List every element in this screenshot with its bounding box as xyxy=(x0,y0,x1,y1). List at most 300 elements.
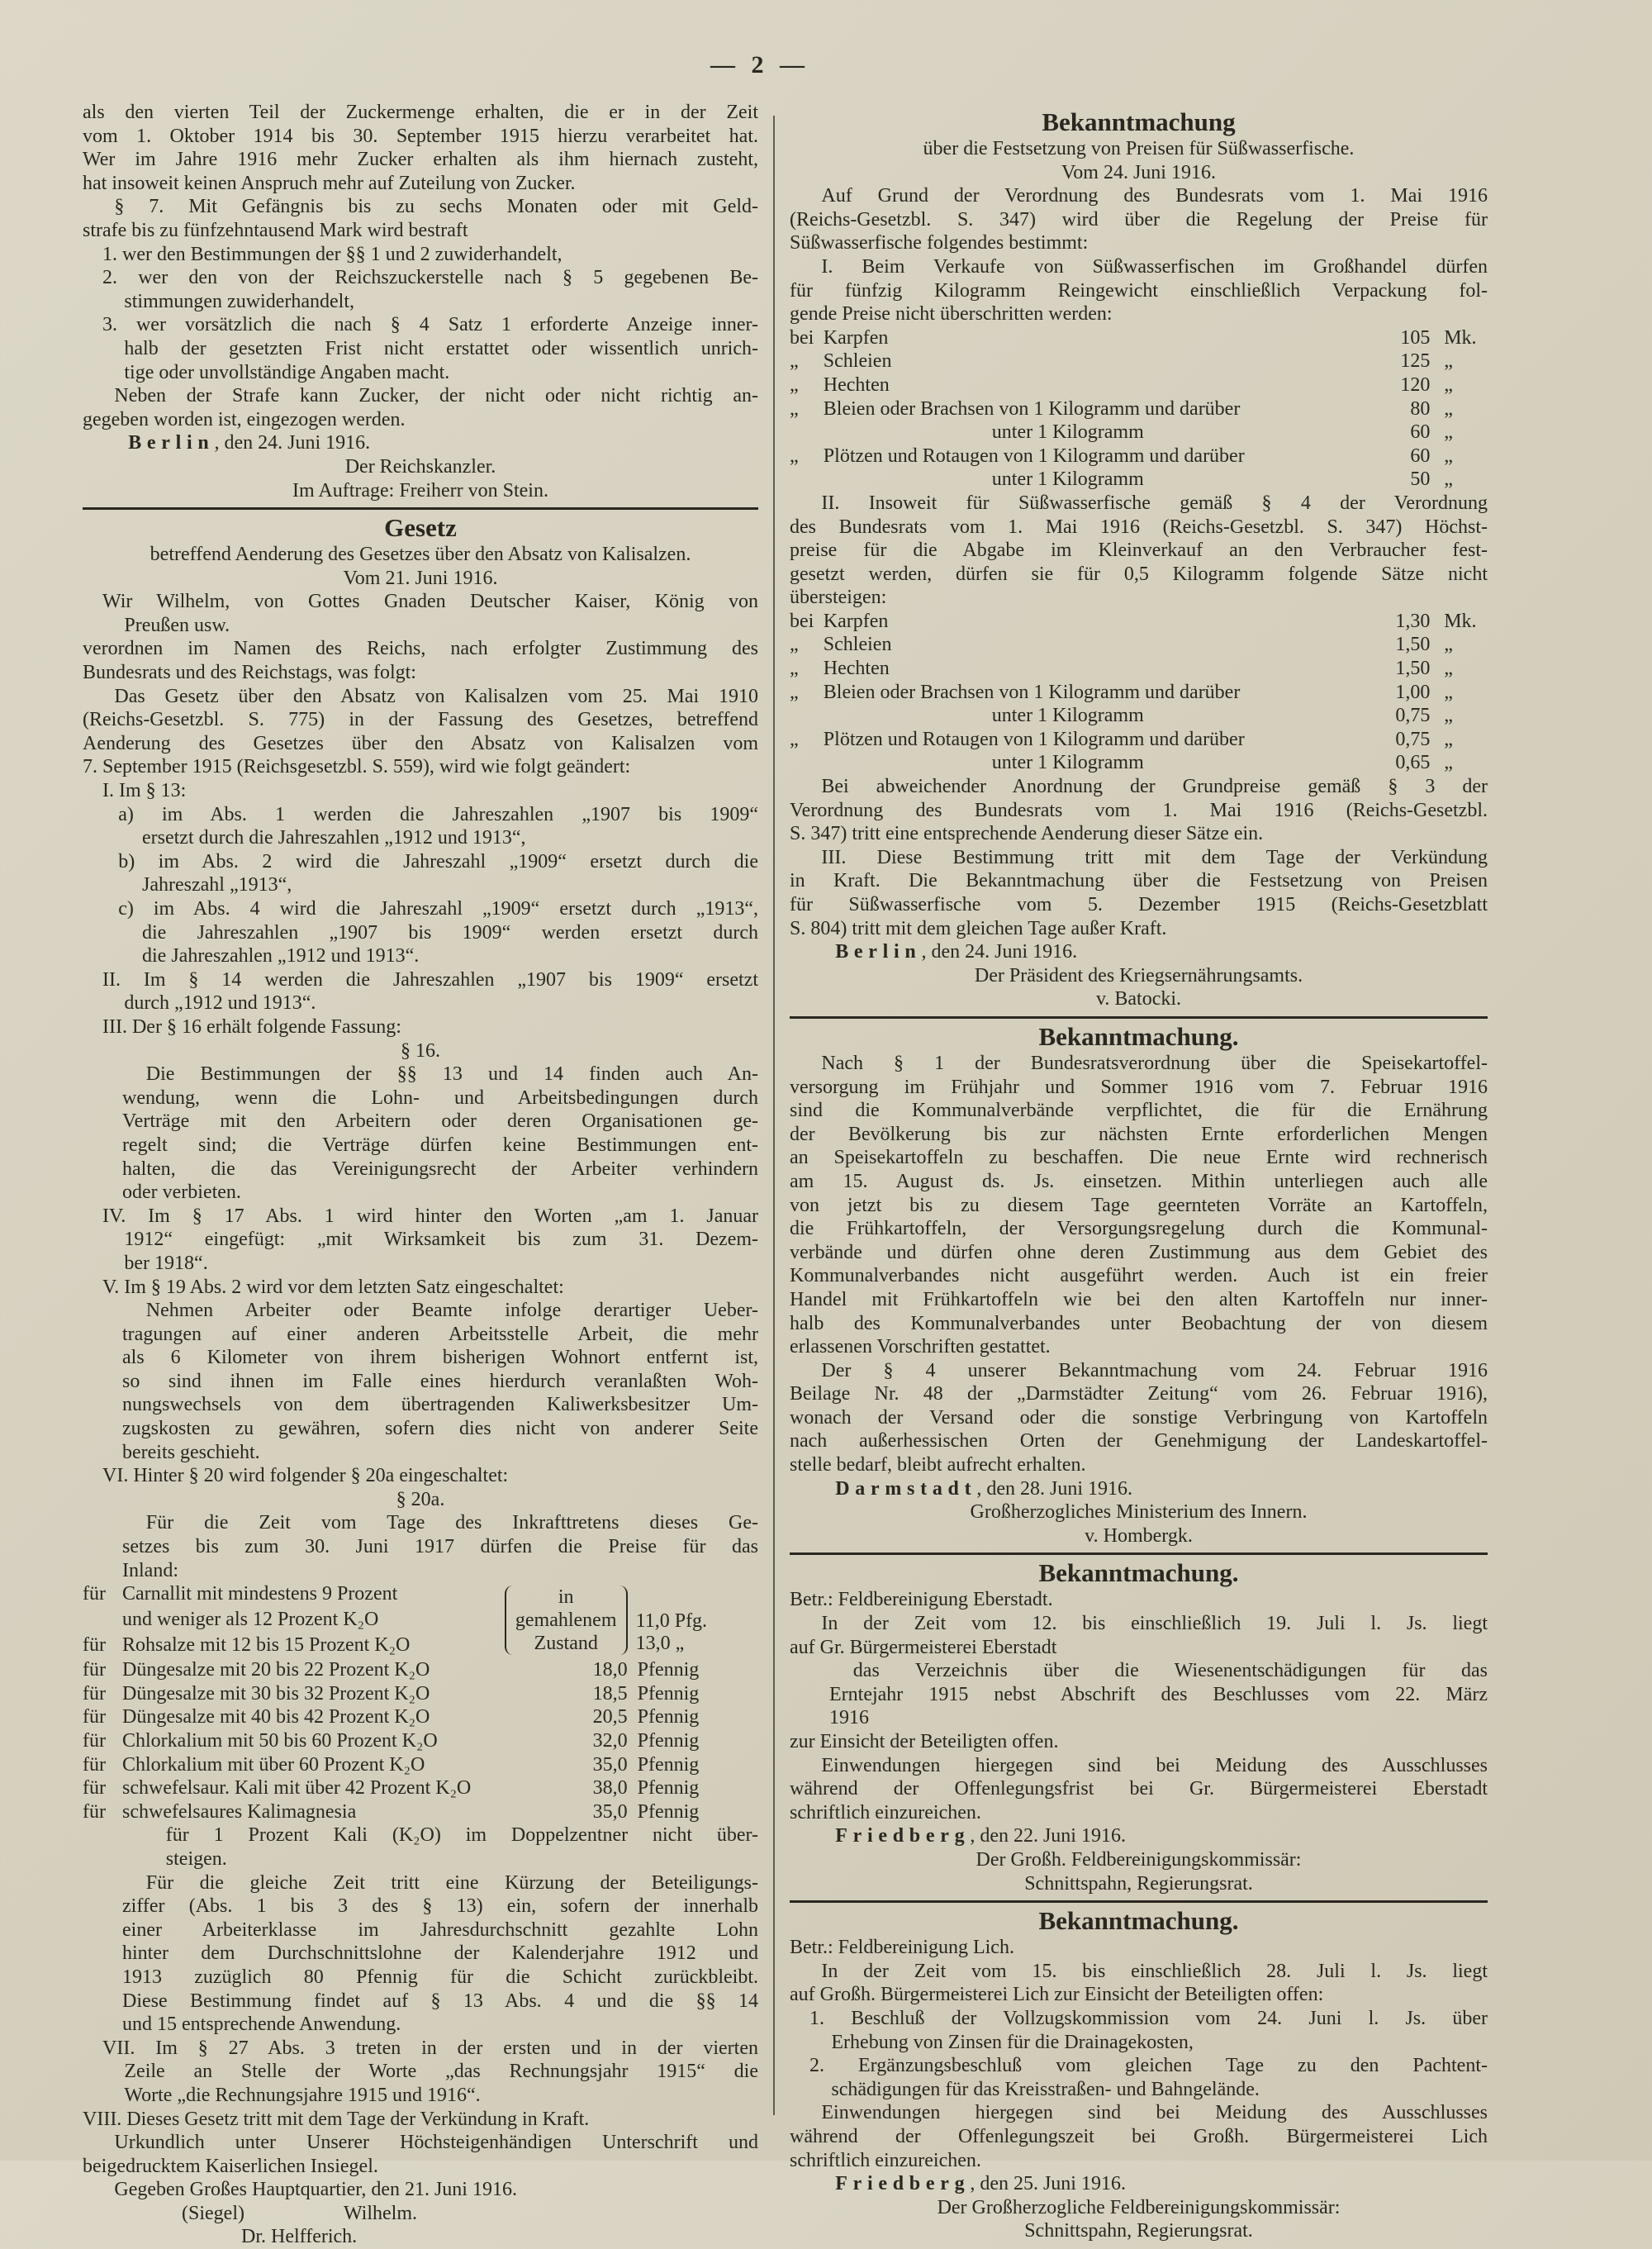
text-block xyxy=(790,1754,1488,1825)
text-block xyxy=(790,846,1488,940)
price-unit: „ xyxy=(1444,468,1453,491)
text-line: Für die gleiche Zeit tritt eine Kürzung der Beteiligungs- xyxy=(145,1871,758,1894)
dateline xyxy=(790,2172,1488,2196)
dateline-place: Berlin xyxy=(128,432,215,454)
text-line: III. Der § 16 erhält folgende Fassung: xyxy=(102,1015,401,1038)
text-line: c) im Abs. 4 wird die Jahreszahl „1909“ ersetzt durch „1913“, xyxy=(118,898,758,920)
text-block xyxy=(790,1936,1488,1960)
text-line: Vom 21. Juni 1916. xyxy=(343,567,498,589)
text-line: schädigungen für das Kreisstraßen- und Bahngelände. xyxy=(831,2078,1260,2100)
text-block xyxy=(83,2131,758,2178)
text-line: Bundesrats und des Reichstags, was folgt: xyxy=(83,662,416,684)
row-prefix xyxy=(790,468,824,492)
price-unit: „ xyxy=(1444,350,1453,373)
bracket-text: in xyxy=(558,1586,574,1609)
row-label: Chlorkalium mit über 60 Prozent K₂O xyxy=(122,1753,425,1776)
text-line: Bei abweichender Anordnung der Grundpreise gemäß § 3 der xyxy=(821,776,1488,798)
price-value: 0,75 xyxy=(1395,728,1431,750)
text-line: ber 1918“. xyxy=(124,1252,208,1274)
row-label: Düngesalze mit 30 bis 32 Prozent K₂O xyxy=(122,1682,430,1705)
row-prefix: für xyxy=(83,1633,106,1656)
text-line: Diese Bestimmung findet auf § 13 Abs. 4 und die §§ 14 xyxy=(122,1990,758,2012)
text-block xyxy=(83,1276,758,1300)
price-unit: Pfennig xyxy=(637,1777,700,1800)
price-unit: „ xyxy=(1444,728,1453,750)
row-prefix: für xyxy=(83,1583,106,1605)
text-line: nungswechsels von dem übertragenden Kaliwerksbesitzer Um- xyxy=(122,1394,758,1416)
price-value: 60 xyxy=(1410,421,1431,444)
text-line: ersetzt durch die Jahreszahlen „1912 und 1913“, xyxy=(142,827,526,849)
text-line: I. Beim Verkaufe von Süßwasserfischen im Großhandel dürfen xyxy=(821,255,1488,278)
text-block xyxy=(83,1488,758,1512)
text-block xyxy=(83,1063,758,1205)
text-block xyxy=(790,1906,1488,1936)
text-block xyxy=(790,1612,1488,1659)
text-line: der Bevölkerung bis zur nächsten Ernte erforderlichen Mengen xyxy=(790,1123,1488,1145)
price-value: 120 xyxy=(1400,373,1431,396)
text-line: Wir Wilhelm, von Gottes Gnaden Deutscher Kaiser, König von xyxy=(102,591,758,613)
text-block xyxy=(790,964,1488,1011)
row-label: Carnallit mit mindestens 9 Prozent xyxy=(122,1583,398,1605)
text-block xyxy=(790,2101,1488,2172)
text-line: das Verzeichnis über die Wiesenentschädigungen für das xyxy=(852,1660,1488,1682)
text-line: zur Einsicht der Beteiligten offen. xyxy=(790,1731,1059,1752)
text-block xyxy=(790,184,1488,255)
text-line: strafe bis zu fünfzehntausend Mark wird bestraft xyxy=(83,219,468,241)
dateline xyxy=(790,1824,1488,1848)
price-unit: „ xyxy=(1444,445,1453,467)
text-line: bereits geschieht. xyxy=(122,1441,260,1463)
text-line: Worte „die Rechnungsjahre 1915 und 1916“. xyxy=(124,2084,481,2106)
price-value: 80 xyxy=(1410,397,1431,420)
text-block xyxy=(83,513,758,543)
text-line: setzes bis zum 30. Juni 1917 dürfen die Preise für das xyxy=(122,1536,758,1558)
text-line: Handel mit Frühkartoffeln wie bei den alten Kartoffeln nur inner- xyxy=(790,1288,1488,1310)
dateline-date: , den 24. Juni 1916. xyxy=(921,941,1078,963)
text-line: (Reichs-Gesetzbl. S. 347) wird über die Regelung der Preise für xyxy=(790,208,1488,231)
price-value: 32,0 xyxy=(592,1730,628,1752)
text-line: als den vierten Teil der Zuckermenge erhalten, die er in der Zeit xyxy=(83,102,758,123)
text-block xyxy=(790,1359,1488,1477)
row-prefix: „ xyxy=(790,681,799,703)
row-prefix xyxy=(790,704,824,728)
text-block xyxy=(790,1730,1488,1754)
text-line: schriftlich einzureichen. xyxy=(790,2149,981,2171)
text-line: Urkundlich unter Unserer Höchsteigenhändigen Unterschrift und xyxy=(114,2132,758,2154)
text-line: oder verbieten. xyxy=(122,1182,241,1204)
price-unit: „ xyxy=(1444,634,1453,656)
text-block xyxy=(83,2178,758,2202)
row-prefix xyxy=(790,421,824,445)
text-line: als 6 Kilometer von ihrem bisherigen Wohnort entfernt ist, xyxy=(122,1347,758,1369)
text-line: so sind ihnen im Falle eines hierdurch veranlaßten Woh- xyxy=(122,1370,758,1392)
text-line: Wer im Jahre 1916 mehr Zucker erhalten als ihm hiernach zusteht, xyxy=(83,149,758,171)
text-line: und 15 entsprechende Anwendung. xyxy=(122,2014,401,2036)
text-line: auf Großh. Bürgermeisterei Lich zur Einsicht der Beteiligten offen: xyxy=(790,1984,1324,2006)
text-line: 1912“ eingefügt: „mit Wirksamkeit bis zum 31. Dezem- xyxy=(124,1229,758,1251)
price-unit: Pfennig xyxy=(637,1753,700,1776)
price-table xyxy=(83,1582,758,1823)
signature-emperor: Wilhelm. xyxy=(343,2202,417,2224)
row-prefix: „ xyxy=(790,728,799,750)
right-column xyxy=(790,107,1488,2243)
row-label: Bleien oder Brachsen von 1 Kilogramm und darüber xyxy=(823,397,1241,420)
text-line: für Süßwasserfische vom 5. Dezember 1915 (Reichs-Gesetzblatt xyxy=(790,894,1488,915)
text-block xyxy=(83,685,758,779)
text-block xyxy=(790,326,1488,492)
price-unit: Mk. xyxy=(1444,326,1477,349)
price-value: 50 xyxy=(1410,468,1431,491)
price-unit: „ xyxy=(1444,658,1453,680)
text-line: I. Im § 13: xyxy=(102,780,187,802)
text-block xyxy=(790,1022,1488,1052)
text-line: § 7. Mit Gefängnis bis zu sechs Monaten oder mit Geld- xyxy=(114,196,758,218)
text-line: wendung, wenn die Lohn- und Arbeitsbedingungen durch xyxy=(122,1086,758,1109)
text-line: Im Auftrage: Freiherr von Stein. xyxy=(292,479,548,502)
row-prefix: für xyxy=(83,1682,106,1705)
text-block xyxy=(83,1205,758,1276)
dateline xyxy=(790,1477,1488,1501)
text-block xyxy=(790,1824,1488,1848)
row-label: unter 1 Kilogramm xyxy=(991,468,1144,491)
row-label: schwefelsaures Kalimagnesia xyxy=(122,1800,357,1823)
row-label: Hechten xyxy=(823,373,890,396)
text-line: Süßwasserfische folgendes bestimmt: xyxy=(790,232,1089,254)
text-line: zugskosten zu gewähren, sofern dies nicht von anderer Seite xyxy=(122,1418,758,1440)
text-block xyxy=(83,266,758,313)
dateline-place: Darmstadt xyxy=(835,1477,977,1500)
text-line: Verordnung des Bundesrats vom 1. Mai 1916 (Reichs-Gesetzbl. xyxy=(790,799,1488,821)
text-line: gegeben worden ist, eingezogen werden. xyxy=(83,408,406,430)
price-value: 35,0 xyxy=(592,1800,628,1823)
text-block xyxy=(790,2196,1488,2243)
price-unit: „ xyxy=(1444,752,1453,774)
row-prefix: „ xyxy=(790,634,799,656)
dateline-date: , den 28. Juni 1916. xyxy=(976,1477,1132,1500)
text-block xyxy=(83,2108,758,2132)
text-line: durch „1912 und 1913“. xyxy=(124,992,316,1015)
text-block xyxy=(790,2172,1488,2196)
bracket-text: Zustand xyxy=(534,1633,598,1655)
text-block xyxy=(83,803,758,850)
price-value: 125 xyxy=(1400,350,1431,373)
text-line: halb der gesetzten Frist nicht erstattet oder wissentlich unrich- xyxy=(124,337,758,359)
text-block xyxy=(83,2037,758,2108)
text-block xyxy=(790,1659,1488,1730)
row-label: unter 1 Kilogramm xyxy=(991,705,1144,727)
text-block xyxy=(790,2007,1488,2054)
price-table xyxy=(790,326,1488,492)
text-line: schriftlich einzureichen. xyxy=(790,1801,981,1823)
price-table xyxy=(790,610,1488,775)
dateline-place: Friedberg xyxy=(835,2173,971,2195)
text-block xyxy=(83,313,758,384)
dateline-date: , den 22. Juni 1916. xyxy=(970,1825,1126,1847)
text-line: Zeile an Stelle der Worte „das Rechnungsjahr 1915“ die xyxy=(124,2061,758,2083)
text-block xyxy=(790,775,1488,846)
text-line: halten, die das Vereinigungsrecht der Arbeiter verhindern xyxy=(122,1158,758,1180)
row-label: Schleien xyxy=(823,634,892,656)
text-line: vom 1. Oktober 1914 bis 30. September 1915 hierzu verarbeitet hat. xyxy=(83,125,758,147)
text-line: § 20a. xyxy=(396,1488,445,1510)
text-line: steigen. xyxy=(165,1847,227,1870)
text-block xyxy=(83,455,758,502)
text-line: Schnittspahn, Regierungsrat. xyxy=(1024,2220,1253,2242)
price-value: 0,75 xyxy=(1395,705,1431,727)
text-line: an Speisekartoffeln zu beschaffen. Die neue Ernte wird rechnerisch xyxy=(790,1147,1488,1169)
text-block xyxy=(83,1299,758,1464)
bracket-note xyxy=(505,1586,628,1655)
text-line: gende Preise nicht überschritten werden: xyxy=(790,303,1113,326)
text-line: gesetzt werden, dürfen sie für 0,5 Kilogramm folgende Sätze nicht xyxy=(790,563,1488,585)
text-line: VI. Hinter § 20 wird folgender § 20a eingeschaltet: xyxy=(102,1465,509,1487)
text-line: IV. Im § 17 Abs. 1 wird hinter den Worten „am 1. Januar xyxy=(102,1205,758,1227)
text-block xyxy=(83,1039,758,1063)
row-prefix: „ xyxy=(790,373,799,396)
price-value: 18,5 xyxy=(592,1682,628,1705)
text-block xyxy=(790,1500,1488,1548)
text-line: verordnen im Namen des Reichs, nach erfolgter Zustimmung des xyxy=(83,638,758,660)
row-prefix: für xyxy=(83,1659,106,1681)
row-label: schwefelsaur. Kali mit über 42 Prozent K₂O xyxy=(122,1777,472,1800)
signature-line xyxy=(83,2202,758,2226)
text-line: halb des Kommunalverbandes unter Beobachtung der von diesem xyxy=(790,1312,1488,1334)
text-line: von jetzt bis zu diesem Tage geernteten Vorräte an Kartoffeln, xyxy=(790,1194,1488,1216)
text-line: Neben der Strafe kann Zucker, der nicht oder nicht richtig an- xyxy=(114,385,758,407)
text-line: In der Zeit vom 15. bis einschließlich 28. Juli l. Js. liegt xyxy=(821,1960,1488,1982)
text-block xyxy=(83,2202,758,2226)
text-line: Gegeben Großes Hauptquartier, den 21. Juni 1916. xyxy=(114,2179,517,2201)
text-line: während der Offenlegungszeit bei Großh. Bürgermeisterei Lich xyxy=(790,2125,1488,2147)
price-value: 1,30 xyxy=(1395,610,1431,632)
text-line: II. Insoweit für Süßwasserfische gemäß § 4 der Verordnung xyxy=(821,492,1488,514)
price-value: 18,0 xyxy=(592,1659,628,1681)
page-number: — 2 — xyxy=(710,51,809,78)
price-unit: „ xyxy=(1444,373,1453,396)
text-block xyxy=(83,1582,758,1823)
text-line: Für die Zeit vom Tage des Inkrafttretens dieses Ge- xyxy=(145,1512,758,1534)
row-label: Plötzen und Rotaugen von 1 Kilogramm und darüber xyxy=(823,728,1245,750)
price-unit: „ xyxy=(1444,421,1453,444)
text-block xyxy=(83,637,758,684)
row-label: und weniger als 12 Prozent K₂O xyxy=(122,1608,379,1630)
text-block xyxy=(790,137,1488,184)
text-block xyxy=(83,590,758,637)
text-line: Erhebung von Zinsen für die Drainagekosten, xyxy=(831,2031,1194,2053)
text-line: Kommunalverbandes nicht ausgeführt werden. Auch ist ein freier xyxy=(790,1265,1488,1287)
text-line: auf Gr. Bürgermeisterei Eberstadt xyxy=(790,1636,1057,1658)
price-unit: Pfennig xyxy=(637,1800,700,1823)
text-line: für fünfzig Kilogramm Reingewicht einschließlich Verpackung fol- xyxy=(790,279,1488,302)
price-unit: Pfennig xyxy=(637,1682,700,1705)
text-block xyxy=(83,1871,758,2037)
text-line: (Reichs-Gesetzbl. S. 775) in der Fassung des Gesetzes, betreffend xyxy=(83,709,758,731)
row-label: Düngesalze mit 40 bis 42 Prozent K₂O xyxy=(122,1706,430,1728)
text-line: in Kraft. Die Bekanntmachung über die Festsetzung von Preisen xyxy=(790,870,1488,892)
seal-note: (Siegel) xyxy=(182,2202,244,2224)
row-label: Chlorkalium mit 50 bis 60 Prozent K₂O xyxy=(122,1730,438,1752)
price-unit: „ xyxy=(1444,397,1453,420)
text-line: VIII. Dieses Gesetz tritt mit dem Tage der Verkündung in Kraft. xyxy=(83,2108,590,2130)
text-block xyxy=(83,431,758,455)
text-line: In der Zeit vom 12. bis einschließlich 19. Juli l. Js. liegt xyxy=(821,1613,1488,1635)
text-line: 2. wer den von der Reichszuckerstelle nach § 5 gegebenen Be- xyxy=(102,267,758,289)
text-line: preise für die Abgabe im Kleinverkauf an den Verbraucher fest- xyxy=(790,540,1488,562)
text-line: regelt sind; die Verträge dürfen keine Bestimmungen ent- xyxy=(122,1134,758,1156)
text-block xyxy=(83,1511,758,1582)
row-label: unter 1 Kilogramm xyxy=(991,421,1144,444)
text-line: hat insoweit keinen Anspruch mehr auf Zuteilung von Zucker. xyxy=(83,172,576,194)
text-block xyxy=(790,1052,1488,1359)
text-block xyxy=(790,1558,1488,1588)
text-line: Nehmen Arbeiter oder Beamte infolge derartiger Ueber- xyxy=(145,1300,758,1322)
text-block xyxy=(83,897,758,968)
dateline xyxy=(790,940,1488,964)
text-block xyxy=(83,2225,758,2249)
text-line: V. Im § 19 Abs. 2 wird vor dem letzten Satz eingeschaltet: xyxy=(102,1276,564,1298)
dateline-place: Friedberg xyxy=(835,1825,971,1847)
text-line: 1. Beschluß der Vollzugskommission vom 24. Juni l. Js. über xyxy=(809,2007,1488,2029)
text-line: Der Reichskanzler. xyxy=(344,455,496,478)
text-line: am 15. August ds. Js. einsetzen. Mithin unterliegen auch alle xyxy=(790,1170,1488,1192)
text-line: S. 347) tritt eine entsprechende Aenderung dieser Sätze ein. xyxy=(790,823,1264,845)
price-unit: Pfennig xyxy=(637,1730,700,1752)
text-line: hinter dem Durchschnittslohne der Kalenderjahre 1912 und xyxy=(122,1942,758,1965)
column-divider xyxy=(773,116,775,2115)
price-unit: „ xyxy=(1444,681,1453,703)
text-block xyxy=(790,2054,1488,2101)
section-heading: Gesetz xyxy=(384,513,457,543)
price-value: 11,0 Pfg. xyxy=(635,1610,708,1633)
section-divider xyxy=(790,1016,1488,1019)
row-label: Karpfen xyxy=(823,326,889,349)
price-value: 105 xyxy=(1400,326,1431,349)
price-unit: Pfennig xyxy=(637,1706,700,1728)
text-block xyxy=(790,1848,1488,1895)
text-block xyxy=(83,543,758,590)
text-line: S. 804) tritt mit dem gleichen Tage außer Kraft. xyxy=(790,917,1167,939)
text-line: Großherzogliches Ministerium des Innern. xyxy=(970,1501,1308,1524)
text-line: die Jahreszahlen „1907 bis 1909“ werden ersetzt durch xyxy=(142,921,758,944)
text-line: tragungen auf einer anderen Arbeitsstelle Arbeit, die mehr xyxy=(122,1323,758,1345)
text-line: stelle bedarf, bleibt aufrecht erhalten. xyxy=(790,1454,1086,1476)
bracket-prices xyxy=(628,1582,758,1658)
text-line: ziffer (Abs. 1 bis 3 des § 13) ein, sofern der innerhalb xyxy=(122,1895,758,1918)
text-line: Auf Grund der Verordnung des Bundesrats vom 1. Mai 1916 xyxy=(821,185,1488,207)
price-value: 60 xyxy=(1410,445,1431,467)
text-block xyxy=(83,195,758,242)
text-line: für 1 Prozent Kali (K₂O) im Doppelzentner nicht über- xyxy=(165,1824,758,1847)
text-line: Einwendungen hiergegen sind bei Meidung des Ausschlusses xyxy=(821,1754,1488,1776)
text-block xyxy=(83,850,758,897)
row-label: Düngesalze mit 20 bis 22 Prozent K₂O xyxy=(122,1659,430,1681)
row-label: Rohsalze mit 12 bis 15 Prozent K₂O xyxy=(122,1633,411,1656)
text-line: 1913 zuzüglich 80 Pfennig für die Schicht zurückbleibt. xyxy=(122,1966,758,1988)
text-block xyxy=(790,940,1488,964)
text-line: betreffend Aenderung des Gesetzes über den Absatz von Kalisalzen. xyxy=(150,544,691,566)
text-block xyxy=(83,968,758,1015)
row-label: Bleien oder Brachsen von 1 Kilogramm und darüber xyxy=(823,681,1241,703)
row-label: Karpfen xyxy=(823,610,889,632)
text-line: 1. wer den Bestimmungen der §§ 1 und 2 zuwiderhandelt, xyxy=(102,243,563,265)
text-line: Der Großherzogliche Feldbereinigungskommissär: xyxy=(937,2196,1341,2218)
text-block xyxy=(83,1464,758,1488)
text-line: Betr.: Feldbereinigung Lich. xyxy=(790,1937,1014,1959)
price-value: 13,0 „ xyxy=(635,1633,685,1655)
text-block xyxy=(83,101,758,195)
text-line: 3. wer vorsätzlich die nach § 4 Satz 1 erforderte Anzeige inner- xyxy=(102,314,758,336)
row-prefix: für xyxy=(83,1777,106,1800)
text-line: Vom 24. Juni 1916. xyxy=(1061,161,1216,183)
text-line: Einwendungen hiergegen sind bei Meidung des Ausschlusses xyxy=(821,2102,1488,2124)
text-line: während der Offenlegungsfrist bei Gr. Bürgermeisterei Eberstadt xyxy=(790,1778,1488,1800)
text-line: Erntejahr 1915 nebst Abschrift des Beschlusses vom 22. März xyxy=(829,1683,1488,1705)
section-divider xyxy=(83,507,758,510)
text-line: wonach der Versand oder die sonstige Verbringung von Kartoffeln xyxy=(790,1406,1488,1429)
price-unit: Mk. xyxy=(1444,610,1477,632)
dateline-date: , den 24. Juni 1916. xyxy=(214,432,371,454)
text-line: beigedrucktem Kaiserlichen Insiegel. xyxy=(83,2155,378,2177)
text-line: v. Hombergk. xyxy=(1085,1524,1193,1547)
price-value: 1,50 xyxy=(1395,634,1431,656)
text-line: Beilage Nr. 48 der „Darmstädter Zeitung“ vom 26. Februar 1916), xyxy=(790,1383,1488,1405)
row-label: Plötzen und Rotaugen von 1 Kilogramm und darüber xyxy=(823,445,1245,467)
text-line: 2. Ergänzungsbeschluß vom gleichen Tage zu den Pachtent- xyxy=(809,2055,1488,2077)
text-block xyxy=(83,384,758,431)
text-block xyxy=(790,1588,1488,1612)
text-block xyxy=(83,779,758,803)
row-prefix xyxy=(790,751,824,775)
left-column xyxy=(83,101,758,2249)
text-line: Schnittspahn, Regierungsrat. xyxy=(1024,1872,1253,1895)
text-line: Der § 4 unserer Bekanntmachung vom 24. Februar 1916 xyxy=(821,1359,1488,1381)
price-unit: „ xyxy=(1444,705,1453,727)
text-line: sind die Kommunalverbände verpflichtet, die für die Ernährung xyxy=(790,1100,1488,1122)
row-prefix: für xyxy=(83,1753,106,1776)
text-block xyxy=(790,107,1488,137)
price-value: 35,0 xyxy=(592,1753,628,1776)
row-prefix: „ xyxy=(790,397,799,420)
row-prefix xyxy=(83,1608,122,1632)
text-line: erlassenen Vorschriften gestattet. xyxy=(790,1336,1051,1358)
text-line: versorgung im Frühjahr und Sommer 1916 vom 7. Februar 1916 xyxy=(790,1076,1488,1098)
dateline-date: , den 25. Juni 1916. xyxy=(970,2173,1126,2195)
price-value: 0,65 xyxy=(1395,752,1431,774)
row-label: Schleien xyxy=(823,350,892,373)
text-line: v. Batocki. xyxy=(1095,988,1182,1010)
text-block xyxy=(83,1823,758,1871)
text-line: 7. September 1915 (Reichsgesetzbl. S. 559), wird wie folgt geändert: xyxy=(83,756,631,778)
price-value: 1,00 xyxy=(1395,681,1431,703)
text-line: Jahreszahl „1913“, xyxy=(142,874,292,896)
text-line: Preußen usw. xyxy=(124,614,230,636)
price-value: 20,5 xyxy=(592,1706,628,1728)
text-block xyxy=(790,610,1488,775)
text-line: Nach § 1 der Bundesratsverordnung über die Speisekartoffel- xyxy=(821,1052,1488,1074)
text-line: § 16. xyxy=(401,1039,440,1062)
price-unit: Pfennig xyxy=(637,1659,700,1681)
text-line: Das Gesetz über den Absatz von Kalisalzen vom 25. Mai 1910 xyxy=(114,685,758,707)
text-line: Verträge mit den Arbeitern oder deren Organisationen ge- xyxy=(122,1110,758,1133)
text-block xyxy=(790,1960,1488,2007)
row-prefix: für xyxy=(83,1800,106,1823)
text-line: b) im Abs. 2 wird die Jahreszahl „1909“ ersetzt durch die xyxy=(118,850,758,872)
text-block xyxy=(83,1015,758,1039)
text-line: VII. Im § 27 Abs. 3 treten in der ersten und in der vierten xyxy=(102,2037,758,2059)
text-line: stimmungen zuwiderhandelt, xyxy=(124,290,354,312)
section-heading: Bekanntmachung xyxy=(1042,107,1236,136)
price-value: 1,50 xyxy=(1395,658,1431,680)
